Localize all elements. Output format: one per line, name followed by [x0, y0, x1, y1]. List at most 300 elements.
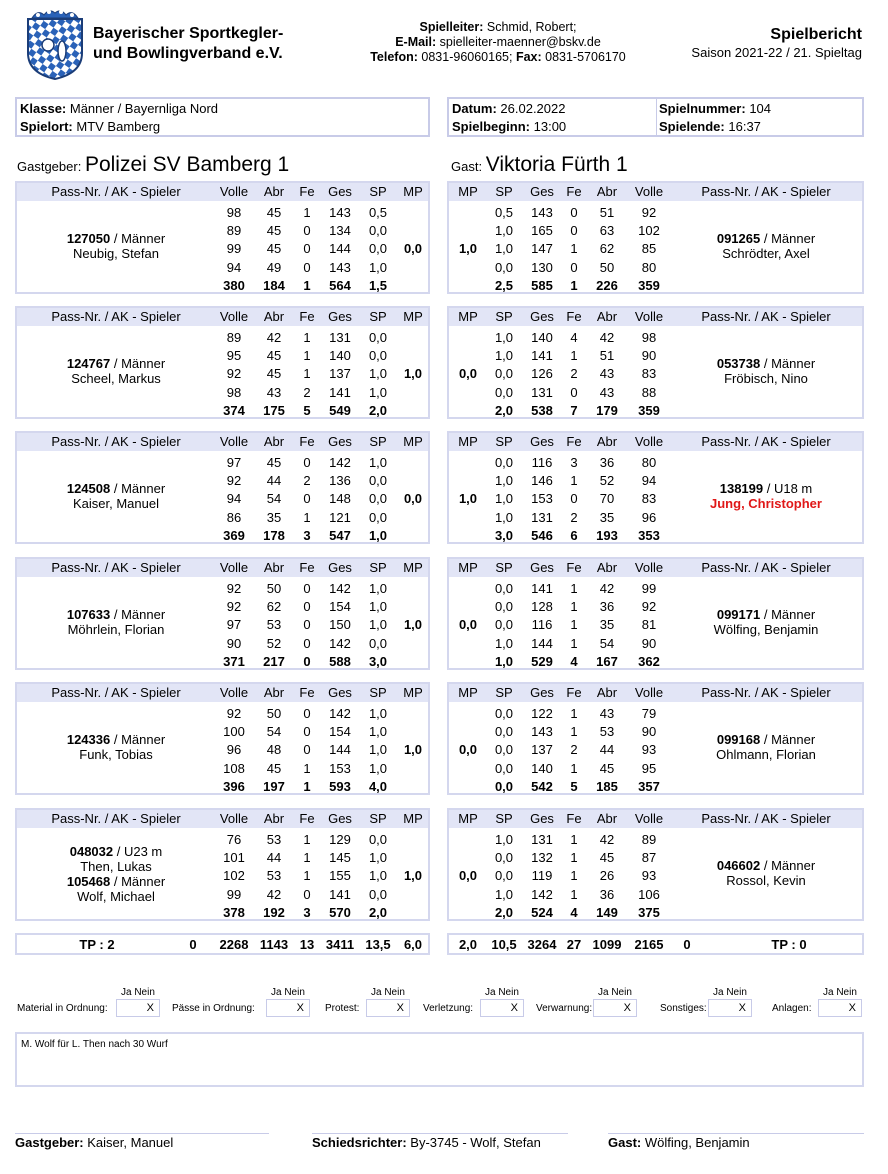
away-player-pass: 046602	[716, 858, 761, 873]
home-block-header	[17, 684, 428, 702]
home-volle-cell: 76	[226, 832, 242, 847]
col-header-player: Pass-Nr. / AK - Spieler	[701, 685, 831, 700]
col-header-fe: Fe	[299, 685, 315, 700]
home-sp-cell: 0,5	[368, 205, 388, 220]
away-ges-cell: 147	[531, 241, 553, 257]
col-header-volle: Volle	[219, 434, 249, 449]
away-player-name: Schrödter, Axel	[722, 246, 810, 261]
home-block-header	[17, 559, 428, 577]
signature-referee	[312, 1133, 568, 1150]
home-abr-cell: 53	[266, 832, 282, 847]
home-fe-cell: 1	[303, 366, 311, 382]
home-player-pass-line	[21, 874, 211, 889]
away-abr-cell: 45	[599, 760, 615, 776]
away-abr-cell: 52	[599, 473, 615, 489]
home-ges-total: 588	[329, 653, 351, 669]
col-header-fe: Fe	[566, 811, 582, 826]
away-block-header	[449, 433, 862, 451]
away-player-ak: / Männer	[760, 231, 816, 246]
away-abr-cell: 63	[599, 223, 615, 239]
away-sp-cell: 1,0	[494, 886, 514, 902]
home-fe-cell: 0	[303, 259, 311, 275]
away-fe-total: 4	[570, 904, 578, 920]
home-sp-cell: 1,0	[368, 742, 388, 758]
check-box[interactable]	[266, 999, 310, 1017]
home-fe-cell: 1	[303, 850, 311, 866]
away-fe-total: 4	[570, 653, 578, 669]
home-volle-cell: 97	[226, 617, 242, 633]
klasse-value: Männer / Bayernliga Nord	[69, 101, 219, 116]
away-abr-cell: 43	[599, 366, 615, 382]
away-abr-cell: 43	[599, 706, 615, 721]
away-ges-cell: 137	[531, 742, 553, 758]
col-header-fe: Fe	[299, 560, 315, 575]
col-header-ges: Ges	[328, 685, 352, 700]
away-sp-cell: 1,0	[494, 223, 514, 239]
col-header-fe: Fe	[566, 184, 582, 199]
home-ges-cell: 141	[329, 886, 351, 902]
home-ges-cell: 144	[329, 241, 351, 257]
col-header-player: Pass-Nr. / AK - Spieler	[51, 184, 181, 199]
away-mp-value: 0,0	[458, 617, 478, 633]
col-header-abr: Abr	[263, 309, 285, 324]
home-sp-cell: 1,0	[368, 724, 388, 740]
home-total-volle: 2268	[219, 937, 249, 952]
col-header-mp: MP	[403, 560, 423, 575]
col-header-sp: SP	[369, 560, 387, 575]
home-player-info	[21, 732, 211, 762]
home-sp-total: 1,0	[368, 527, 388, 543]
home-abr-cell: 53	[266, 617, 282, 633]
home-ges-total: 593	[329, 778, 351, 794]
away-sp-total: 0,0	[494, 778, 514, 794]
away-fe-total: 1	[570, 277, 578, 293]
home-ges-total: 570	[329, 904, 351, 920]
away-abr-cell: 42	[599, 581, 615, 596]
away-team-name: Viktoria Fürth 1	[485, 153, 628, 176]
col-header-mp: MP	[458, 434, 478, 449]
col-header-fe: Fe	[566, 560, 582, 575]
home-sp-cell: 1,0	[368, 259, 388, 275]
home-player-name: Funk, Tobias	[79, 747, 153, 762]
phone-label: Telefon:	[370, 50, 418, 64]
spielnummer-label: Spielnummer:	[659, 101, 746, 116]
home-total-abr: 1143	[259, 937, 289, 952]
away-fe-cell: 2	[570, 742, 578, 758]
home-total-ges: 3411	[325, 937, 355, 952]
away-abr-cell: 26	[599, 868, 615, 884]
col-header-ges: Ges	[530, 560, 554, 575]
away-abr-cell: 45	[599, 850, 615, 866]
col-header-volle: Volle	[634, 434, 664, 449]
home-sp-cell: 1,0	[368, 455, 388, 470]
away-fe-cell: 1	[570, 581, 578, 596]
away-fe-total: 7	[570, 402, 578, 418]
away-abr-total: 167	[596, 653, 618, 669]
home-ges-cell: 150	[329, 617, 351, 633]
home-team	[17, 153, 289, 177]
away-ges-total: 542	[531, 778, 553, 794]
away-fe-cell: 2	[570, 509, 578, 525]
col-header-fe: Fe	[299, 309, 315, 324]
col-header-sp: SP	[495, 811, 513, 826]
home-ges-cell: 142	[329, 581, 351, 596]
col-header-abr: Abr	[596, 685, 618, 700]
home-team-name: Polizei SV Bamberg 1	[84, 153, 290, 176]
col-header-fe: Fe	[299, 811, 315, 826]
home-sp-cell: 1,0	[368, 706, 388, 721]
home-fe-cell: 0	[303, 241, 311, 257]
home-player-ak: / Männer	[110, 481, 166, 496]
away-abr-cell: 50	[599, 259, 615, 275]
home-abr-cell: 45	[266, 348, 282, 364]
home-ges-cell: 142	[329, 455, 351, 470]
home-player-name: Then, Lukas	[80, 859, 152, 874]
home-sp-total: 3,0	[368, 653, 388, 669]
away-fe-cell: 1	[570, 599, 578, 615]
away-mp-value: 0,0	[458, 366, 478, 382]
leader-fax: 0831-5706170	[545, 50, 626, 64]
check-box[interactable]	[366, 999, 410, 1017]
away-block-header	[449, 684, 862, 702]
away-mp-value: 0,0	[458, 742, 478, 758]
away-sp-cell: 0,0	[494, 384, 514, 400]
away-volle-cell: 85	[641, 241, 657, 257]
away-mp-value: 1,0	[458, 241, 478, 257]
col-header-volle: Volle	[219, 184, 249, 199]
away-player-pass: 091265	[716, 231, 761, 246]
away-sp-total: 2,5	[494, 277, 514, 293]
home-sp-total: 1,5	[368, 277, 388, 293]
home-block	[15, 431, 430, 544]
col-header-abr: Abr	[596, 434, 618, 449]
home-ges-cell: 129	[329, 832, 351, 847]
home-mp-value: 1,0	[403, 742, 423, 758]
away-volle-cell: 92	[641, 599, 657, 615]
away-volle-cell: 87	[641, 850, 657, 866]
col-header-ges: Ges	[530, 309, 554, 324]
home-player-pass: 107633	[66, 607, 111, 622]
away-sp-cell: 0,0	[494, 742, 514, 758]
check-box[interactable]	[480, 999, 524, 1017]
match-info-left	[15, 97, 430, 137]
home-ges-cell: 154	[329, 599, 351, 615]
away-fe-cell: 2	[570, 366, 578, 382]
home-volle-cell: 94	[226, 259, 242, 275]
home-abr-total: 192	[263, 904, 285, 920]
check-box[interactable]	[708, 999, 752, 1017]
col-header-abr: Abr	[263, 184, 285, 199]
away-total-sp: 10,5	[491, 937, 517, 952]
home-abr-cell: 42	[266, 330, 282, 345]
col-header-player: Pass-Nr. / AK - Spieler	[51, 309, 181, 324]
home-fe-cell: 1	[303, 205, 311, 220]
col-header-ges: Ges	[530, 184, 554, 199]
home-volle-total: 396	[223, 778, 245, 794]
home-fe-cell: 0	[303, 455, 311, 470]
away-block	[447, 682, 864, 795]
col-header-volle: Volle	[634, 811, 664, 826]
col-header-sp: SP	[369, 184, 387, 199]
away-ges-cell: 128	[531, 599, 553, 615]
home-volle-cell: 99	[226, 886, 242, 902]
leader-label: Spielleiter:	[419, 20, 484, 34]
report-header	[0, 0, 888, 92]
home-ges-cell: 142	[329, 635, 351, 651]
home-abr-cell: 45	[266, 223, 282, 239]
home-volle-cell: 92	[226, 581, 242, 596]
check-box[interactable]	[818, 999, 862, 1017]
col-header-ges: Ges	[530, 685, 554, 700]
home-sp-cell: 1,0	[368, 868, 388, 884]
home-player-info	[21, 844, 211, 904]
home-abr-cell: 48	[266, 742, 282, 758]
away-player-name: Jung, Christopher	[710, 496, 822, 511]
away-player-pass: 053738	[716, 356, 761, 371]
home-fe-cell: 1	[303, 348, 311, 364]
away-player-info	[671, 858, 861, 888]
away-mp-value: 0,0	[458, 868, 478, 884]
home-ges-cell: 144	[329, 742, 351, 758]
check-mark: X	[738, 1002, 746, 1014]
away-ges-cell: 143	[531, 205, 553, 220]
away-sp-cell: 1,0	[494, 473, 514, 489]
away-volle-cell: 81	[641, 617, 657, 633]
home-player-pass: 127050	[66, 231, 111, 246]
check-box[interactable]	[116, 999, 160, 1017]
away-volle-cell: 80	[641, 455, 657, 470]
check-label: Material in Ordnung:	[17, 1003, 108, 1014]
away-volle-cell: 88	[641, 384, 657, 400]
col-header-abr: Abr	[596, 184, 618, 199]
home-total-mp: 6,0	[403, 937, 423, 952]
away-block-header	[449, 308, 862, 326]
away-fe-cell: 1	[570, 832, 578, 847]
home-volle-cell: 98	[226, 384, 242, 400]
home-abr-cell: 42	[266, 886, 282, 902]
home-player-pass-line	[21, 732, 211, 747]
home-abr-total: 178	[263, 527, 285, 543]
match-info-right	[447, 97, 864, 137]
col-header-mp: MP	[403, 685, 423, 700]
away-tp: TP : 0	[771, 937, 807, 952]
away-fe-cell: 0	[570, 223, 578, 239]
col-header-fe: Fe	[566, 434, 582, 449]
col-header-sp: SP	[369, 309, 387, 324]
org-name-line2: und Bowlingverband e.V.	[93, 45, 283, 62]
col-header-sp: SP	[495, 560, 513, 575]
away-sp-total: 2,0	[494, 402, 514, 418]
away-fe-cell: 1	[570, 760, 578, 776]
away-volle-total: 375	[638, 904, 660, 920]
col-header-volle: Volle	[634, 309, 664, 324]
away-volle-cell: 79	[641, 706, 657, 721]
home-volle-total: 380	[223, 277, 245, 293]
away-sp-cell: 0,0	[494, 724, 514, 740]
check-mark: X	[623, 1002, 631, 1014]
home-abr-total: 197	[263, 778, 285, 794]
col-header-ges: Ges	[328, 309, 352, 324]
home-sp-cell: 0,0	[368, 330, 388, 345]
away-volle-total: 357	[638, 778, 660, 794]
home-sp-total: 2,0	[368, 904, 388, 920]
away-player-ak: / U18 m	[763, 481, 813, 496]
home-sp-cell: 0,0	[368, 832, 388, 847]
col-header-player: Pass-Nr. / AK - Spieler	[51, 685, 181, 700]
away-volle-cell: 89	[641, 832, 657, 847]
col-header-abr: Abr	[263, 811, 285, 826]
away-player-info	[671, 356, 861, 386]
away-mp-value: 1,0	[458, 491, 478, 507]
home-total-fe: 13	[299, 937, 315, 952]
home-fe-total: 3	[303, 527, 311, 543]
check-mark: X	[396, 1002, 404, 1014]
col-header-abr: Abr	[596, 811, 618, 826]
home-player-pass-line	[21, 481, 211, 496]
spielende-label: Spielende:	[659, 119, 725, 134]
col-header-mp: MP	[458, 184, 478, 199]
home-abr-cell: 43	[266, 384, 282, 400]
away-abr-cell: 36	[599, 599, 615, 615]
report-title: Spielbericht	[770, 26, 862, 43]
col-header-mp: MP	[403, 309, 423, 324]
home-ges-cell: 137	[329, 366, 351, 382]
home-abr-cell: 50	[266, 706, 282, 721]
away-abr-cell: 70	[599, 491, 615, 507]
home-sp-cell: 0,0	[368, 509, 388, 525]
home-sp-cell: 1,0	[368, 617, 388, 633]
home-player-ak: / Männer	[110, 231, 166, 246]
home-block	[15, 306, 430, 419]
home-ges-total: 549	[329, 402, 351, 418]
check-label: Verwarnung:	[536, 1003, 593, 1014]
away-player-pass: 099168	[716, 732, 761, 747]
away-sp-cell: 0,0	[494, 617, 514, 633]
home-mp-value: 0,0	[403, 491, 423, 507]
home-fe-cell: 0	[303, 581, 311, 596]
away-abr-cell: 42	[599, 330, 615, 345]
col-header-abr: Abr	[596, 560, 618, 575]
home-fe-cell: 2	[303, 473, 311, 489]
col-header-fe: Fe	[299, 184, 315, 199]
home-mp-value: 0,0	[403, 241, 423, 257]
home-ges-cell: 145	[329, 850, 351, 866]
home-fe-cell: 0	[303, 491, 311, 507]
away-ges-cell: 141	[531, 348, 553, 364]
col-header-volle: Volle	[219, 685, 249, 700]
home-sp-cell: 1,0	[368, 366, 388, 382]
home-sp-cell: 0,0	[368, 491, 388, 507]
home-ges-cell: 121	[329, 509, 351, 525]
col-header-ges: Ges	[530, 434, 554, 449]
spielbeginn-label: Spielbeginn:	[452, 119, 530, 134]
home-abr-cell: 45	[266, 366, 282, 382]
home-abr-cell: 45	[266, 455, 282, 470]
leader-email[interactable]: spielleiter-maenner@bskv.de	[439, 35, 601, 49]
remarks-box	[15, 1032, 864, 1087]
home-abr-cell: 35	[266, 509, 282, 525]
home-fe-total: 3	[303, 904, 311, 920]
home-player-name: Wolf, Michael	[77, 889, 155, 904]
away-volle-cell: 83	[641, 366, 657, 382]
home-fe-total: 1	[303, 277, 311, 293]
home-abr-total: 184	[263, 277, 285, 293]
home-fe-cell: 1	[303, 509, 311, 525]
home-mp-value: 1,0	[403, 868, 423, 884]
check-box[interactable]	[593, 999, 637, 1017]
home-fe-cell: 1	[303, 832, 311, 847]
away-volle-cell: 102	[638, 223, 660, 239]
home-volle-total: 374	[223, 402, 245, 418]
col-header-player: Pass-Nr. / AK - Spieler	[701, 560, 831, 575]
col-header-abr: Abr	[263, 560, 285, 575]
col-header-ges: Ges	[328, 434, 352, 449]
signature-referee-name: By-3745 - Wolf, Stefan	[410, 1135, 541, 1150]
away-abr-cell: 36	[599, 455, 615, 470]
away-total-fe: 27	[566, 937, 582, 952]
away-ges-total: 546	[531, 527, 553, 543]
away-fe-cell: 1	[570, 473, 578, 489]
away-ges-cell: 144	[531, 635, 553, 651]
home-fe-cell: 0	[303, 886, 311, 902]
home-abr-cell: 50	[266, 581, 282, 596]
email-label: E-Mail:	[395, 35, 437, 49]
home-volle-cell: 108	[223, 760, 245, 776]
away-sp-cell: 1,0	[494, 635, 514, 651]
home-player-name: Möhrlein, Florian	[67, 622, 165, 637]
home-fe-cell: 0	[303, 724, 311, 740]
home-ges-cell: 153	[329, 760, 351, 776]
home-team-label: Gastgeber:	[17, 159, 82, 174]
away-ges-cell: 131	[531, 509, 553, 525]
away-sp-total: 2,0	[494, 904, 514, 920]
away-ges-cell: 141	[531, 581, 553, 596]
home-player-pass: 048032	[69, 844, 114, 859]
home-total-sp: 13,5	[365, 937, 391, 952]
col-header-sp: SP	[369, 811, 387, 826]
col-header-player: Pass-Nr. / AK - Spieler	[51, 560, 181, 575]
fax-label: Fax:	[515, 50, 542, 64]
home-abr-cell: 53	[266, 868, 282, 884]
home-fe-cell: 0	[303, 599, 311, 615]
signature-referee-label: Schiedsrichter:	[312, 1135, 407, 1150]
away-block	[447, 557, 864, 670]
away-volle-cell: 93	[641, 868, 657, 884]
col-header-ges: Ges	[328, 184, 352, 199]
away-ges-cell: 165	[531, 223, 553, 239]
away-sp-cell: 0,0	[494, 706, 514, 721]
col-header-mp: MP	[403, 184, 423, 199]
home-fe-total: 1	[303, 778, 311, 794]
col-header-sp: SP	[495, 184, 513, 199]
away-fe-total: 6	[570, 527, 578, 543]
col-header-mp: MP	[403, 811, 423, 826]
home-ges-cell: 143	[329, 205, 351, 220]
away-ges-total: 524	[531, 904, 553, 920]
away-volle-total: 362	[638, 653, 660, 669]
away-sp-total: 3,0	[494, 527, 514, 543]
signature-home-label: Gastgeber:	[15, 1135, 84, 1150]
away-block	[447, 431, 864, 544]
home-player-name: Scheel, Markus	[71, 371, 161, 386]
away-ges-cell: 140	[531, 330, 553, 345]
away-ges-cell: 143	[531, 724, 553, 740]
home-sp-cell: 1,0	[368, 760, 388, 776]
away-ges-cell: 153	[531, 491, 553, 507]
totals-home	[15, 933, 430, 955]
col-header-sp: SP	[369, 685, 387, 700]
home-volle-cell: 94	[226, 491, 242, 507]
